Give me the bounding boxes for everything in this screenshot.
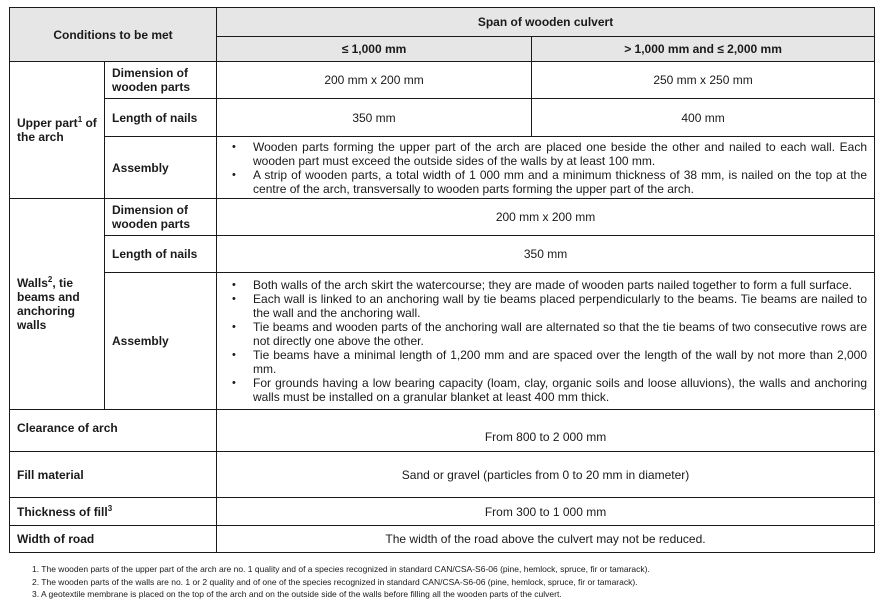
upper-nails-large: 400 mm [532, 99, 875, 137]
walls-assembly-list [224, 278, 867, 404]
walls-group-label: Walls$^2$, tie beams and anchoring walls [10, 199, 105, 410]
walls-assembly-label: Assembly [105, 273, 217, 410]
footnote-1: 1. The wooden parts of the upper part of the arch are no. 1 quality and of a species recognized in standard CAN/CSA-S6-06 (pine, hemlock, spruce, fir or tamarack). [32, 564, 650, 574]
footnote-3: 3. A geotextile membrane is placed on the top of the arch and on the outside side of the walls before filling all the wooden parts of the culvert. [32, 589, 562, 599]
footnote-ref-3: 3 [107, 503, 113, 513]
footnote-2: 2. The wooden parts of the walls are no. 1 or 2 quality and of one of the species recognized in standard CAN/CSA-S6-06 (pine, hemlock, spruce, fir or tamarack). [32, 576, 638, 587]
list-item: • Tie beams have a minimal length of 1,200 mm and are spaced over the length of the wall by not more than 2,000 mm. [253, 348, 867, 376]
clearance-value: From 800 to 2 000 mm [217, 410, 875, 452]
upper-nails-label: Length of nails [105, 99, 217, 137]
span-column-small: ≤ 1,000 mm [217, 37, 532, 62]
list-item: • Each wall is linked to an anchoring wall by tie beams placed perpendicularly to the beams. Tie beams are nailed to the wall and the anchoring wall. [253, 292, 867, 320]
upper-assembly-label: Assembly [105, 137, 217, 199]
fill-thickness-label: Thickness of fill$^3$ [10, 498, 217, 526]
clearance-label: Clearance of arch [10, 410, 217, 452]
walls-assembly-content [217, 273, 875, 410]
span-column-large: > 1,000 mm and ≤ 2,000 mm [532, 37, 875, 62]
upper-dimension-label: Dimension of wooden parts [105, 62, 217, 99]
walls-nails-value: 350 mm [217, 236, 875, 273]
list-item: • Both walls of the arch skirt the watercourse; they are made of wooden parts nailed together to form a full surface. [253, 278, 867, 292]
upper-nails-small: 350 mm [217, 99, 532, 137]
walls-dimension-value: 200 mm x 200 mm [217, 199, 875, 236]
upper-part-group-label: Upper part$^1$ of the arch [10, 62, 105, 199]
list-item: • Wooden parts forming the upper part of the arch are placed one beside the other and nailed to each wall. Each wooden part must exceed the outside sides of the walls by at least 100 mm. [253, 140, 867, 168]
walls-nails-label: Length of nails [105, 236, 217, 273]
footnote-ref-1: 1 [77, 115, 83, 124]
list-item: • A strip of wooden parts, a total width of 1 000 mm and a minimum thickness of 38 mm, is nailed on the top at the centre of the arch, transversally to wooden parts forming the upper part of the arch. [253, 168, 867, 196]
footnotes [32, 563, 650, 601]
upper-assembly-list [224, 140, 867, 196]
conditions-header: Conditions to be met [10, 8, 217, 62]
road-width-label: Width of road [10, 526, 217, 553]
road-width-value: The width of the road above the culvert may not be reduced. [217, 526, 875, 553]
footnote-ref-2: 2 [47, 275, 53, 284]
culvert-conditions-table [9, 7, 875, 553]
span-header: Span of wooden culvert [217, 8, 875, 37]
list-item: • For grounds having a low bearing capacity (loam, clay, organic soils and loose alluvions), the walls and anchoring walls must be installed on a granular blanket at least 400 mm thick. [253, 376, 867, 404]
fill-material-label: Fill material [10, 452, 217, 498]
list-item: • Tie beams and wooden parts of the anchoring wall are alternated so that the tie beams of two consecutive rows are not directly one above the other. [253, 320, 867, 348]
fill-material-value: Sand or gravel (particles from 0 to 20 mm in diameter) [217, 452, 875, 498]
upper-dimension-small: 200 mm x 200 mm [217, 62, 532, 99]
upper-dimension-large: 250 mm x 250 mm [532, 62, 875, 99]
walls-dimension-label: Dimension of wooden parts [105, 199, 217, 236]
fill-thickness-value: From 300 to 1 000 mm [217, 498, 875, 526]
upper-assembly-content [217, 137, 875, 199]
